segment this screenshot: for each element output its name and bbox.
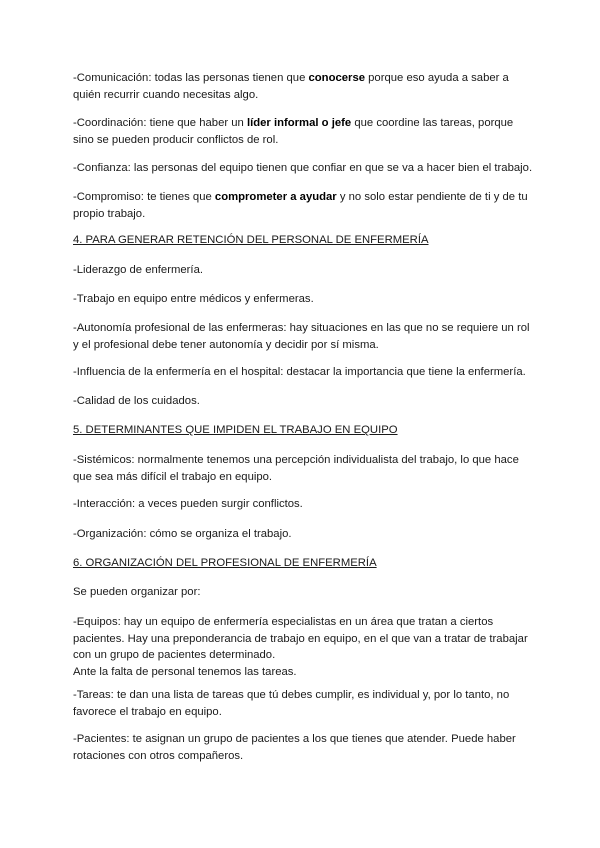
bold-term: líder informal o jefe bbox=[246, 117, 352, 129]
list-item: -Interacción: a veces pueden surgir conflictos. bbox=[73, 498, 303, 510]
list-item: -Organización: cómo se organiza el trabajo. bbox=[73, 528, 292, 540]
text: rotaciones con otros compañeros. bbox=[73, 749, 244, 762]
heading-section-6: 6. ORGANIZACIÓN DEL PROFESIONAL DE ENFERMERÍA bbox=[73, 557, 377, 569]
text: -Compromiso: te tienes que bbox=[73, 191, 215, 203]
paragraph-confianza: -Confianza: las personas del equipo tienen que confiar en que se va a hacer bien el trabajo. bbox=[73, 162, 533, 174]
text: favorece el trabajo en equipo. bbox=[73, 705, 222, 718]
text: quién recurrir cuando necesitas algo. bbox=[73, 88, 259, 101]
bold-term: conocerse bbox=[308, 72, 366, 84]
text: que sea más difícil el trabajo en equipo. bbox=[73, 470, 273, 483]
text: -Coordinación: tiene que haber un bbox=[73, 117, 247, 129]
text: con un grupo de pacientes determinado. bbox=[73, 649, 276, 661]
heading-section-4: 4. PARA GENERAR RETENCIÓN DEL PERSONAL DE ENFERMERÍA bbox=[73, 234, 429, 246]
list-item: -Influencia de la enfermería en el hospital: destacar la importancia que tiene la enfermería. bbox=[73, 366, 526, 378]
text: y no solo estar pendiente de ti y de tu bbox=[336, 191, 528, 203]
paragraph-comunicacion bbox=[73, 70, 543, 103]
text: propio trabajo. bbox=[73, 207, 146, 220]
list-item: -Liderazgo de enfermería. bbox=[73, 264, 203, 276]
text: -Autonomía profesional de las enfermeras: hay situaciones en las que no se requiere un rol bbox=[73, 322, 530, 334]
text: -Equipos: hay un equipo de enfermería especialistas en un área que tratan a ciertos bbox=[73, 616, 494, 628]
heading-section-5: 5. DETERMINANTES QUE IMPIDEN EL TRABAJO EN EQUIPO bbox=[73, 424, 398, 436]
list-item: -Calidad de los cuidados. bbox=[73, 395, 200, 407]
text: Ante la falta de personal tenemos las tareas. bbox=[73, 665, 297, 678]
list-item bbox=[73, 320, 543, 353]
text: sino se pueden producir conflictos de rol. bbox=[73, 133, 279, 146]
list-item bbox=[73, 452, 543, 485]
text: -Comunicación: todas las personas tienen que bbox=[73, 72, 309, 84]
list-item bbox=[73, 731, 543, 764]
text: que coordine las tareas, porque bbox=[351, 117, 514, 129]
paragraph-coordinacion bbox=[73, 115, 543, 148]
bold-term: comprometer a ayudar bbox=[214, 191, 337, 203]
text: porque eso ayuda a saber a bbox=[365, 72, 509, 84]
list-item bbox=[73, 614, 543, 680]
text: -Pacientes: te asignan un grupo de pacientes a los que tienes que atender. Puede haber bbox=[73, 733, 516, 745]
text: -Sistémicos: normalmente tenemos una percepción individualista del trabajo, lo que hace bbox=[73, 454, 519, 466]
list-item bbox=[73, 687, 543, 720]
text: y el profesional debe tener autonomía y decidir por sí misma. bbox=[73, 338, 379, 351]
text: -Tareas: te dan una lista de tareas que tú debes cumplir, es individual y, por lo tanto, no bbox=[73, 689, 510, 701]
intro-line: Se pueden organizar por: bbox=[73, 586, 201, 598]
list-item: -Trabajo en equipo entre médicos y enfermeras. bbox=[73, 293, 314, 305]
text: pacientes. Hay una preponderancia de trabajo en equipo, en el que van a tratar de trabajar bbox=[73, 632, 528, 645]
paragraph-compromiso bbox=[73, 189, 543, 222]
